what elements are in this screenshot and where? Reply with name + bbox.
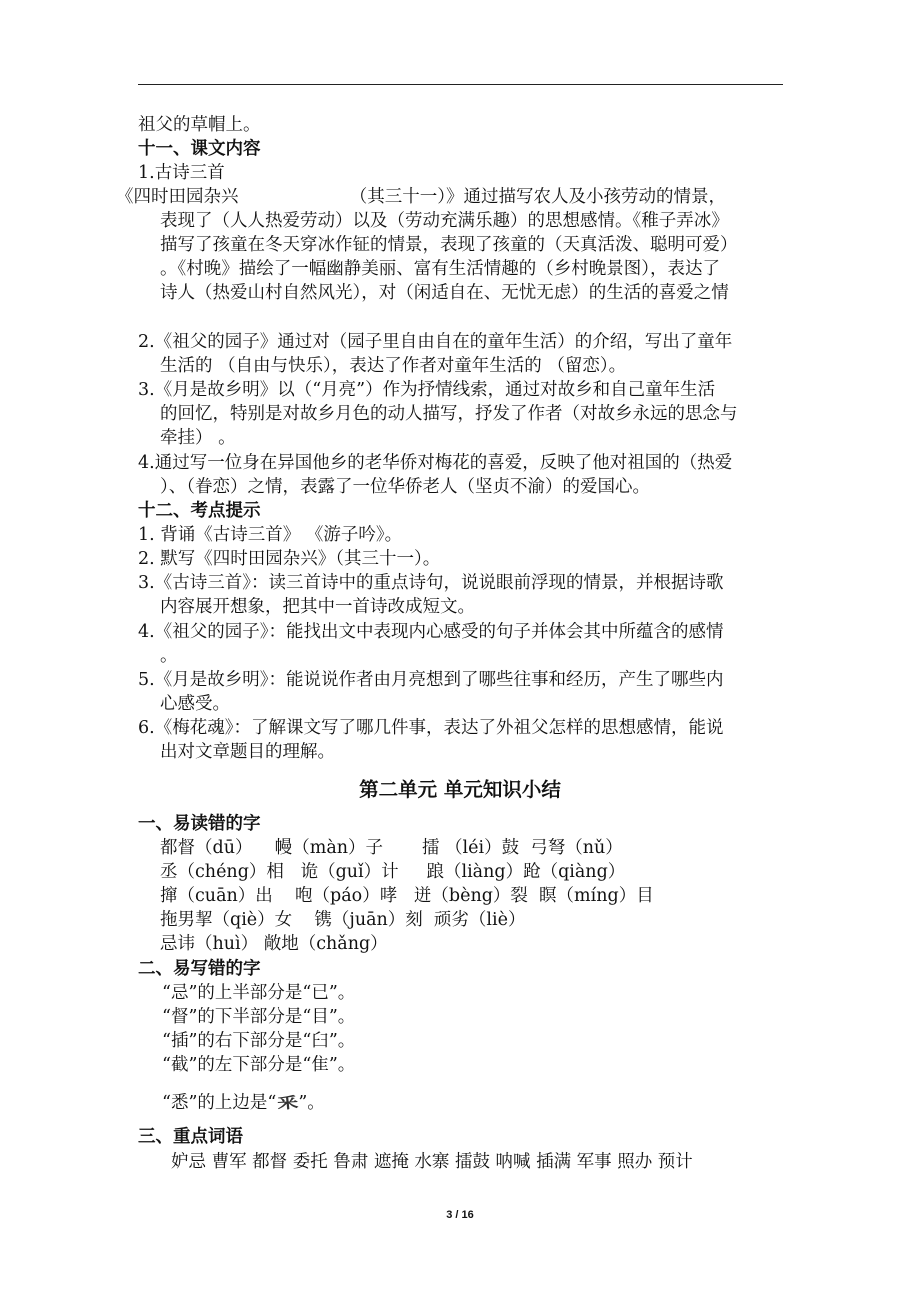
text-line: 出对文章题目的理解。 xyxy=(160,742,335,762)
pinyin-row: 丞（chéng）相 诡（guǐ）计 踉（liàng）跄（qiàng） xyxy=(160,862,626,882)
text-fragment: ”。 xyxy=(298,1093,325,1113)
text-line: “截”的左下部分是“隹”。 xyxy=(162,1055,356,1075)
vocabulary-row: 妒忌 曹军 都督 委托 鲁肃 遮掩 水寨 擂鼓 呐喊 插满 军事 照办 预计 xyxy=(171,1152,693,1172)
text-line: ）、（眷恋）之情，表露了一位华侨老人（坚贞不渝）的爱国心。 xyxy=(160,477,650,497)
unit-title: 第二单元 单元知识小结 xyxy=(359,778,561,801)
text-line: 2.《祖父的园子》通过对（园子里自由自在的童年生活）的介绍，写出了童年 xyxy=(138,332,733,352)
text-line: 4.《祖父的园子》：能找出文中表现内心感受的句子并体会其中所蕴含的感情 xyxy=(138,622,724,642)
text-line: 5.《月是故乡明》：能说说作者由月亮想到了哪些往事和经历，产生了哪些内 xyxy=(138,670,724,690)
pinyin-row: 撺（cuān）出 咆（páo）哮 迸（bèng）裂 瞑（míng）目 xyxy=(160,886,654,906)
text-line: 表现了（人人热爱劳动）以及（劳动充满乐趣）的思想感情。《稚子弄冰》 xyxy=(160,211,729,231)
text-line: 。 xyxy=(160,646,178,666)
text-line: 1. 背诵《古诗三首》 《游子吟》。 xyxy=(138,525,403,545)
pinyin-row: 忌讳（huì） 敞地（chǎng） xyxy=(160,934,388,954)
text-line: 描写了孩童在冬天穿冰作钲的情景，表现了孩童的（天真活泼、聪明可爱） xyxy=(160,235,738,255)
handwritten-radical-image: 釆 xyxy=(276,1093,299,1113)
text-line: “忌”的上半部分是“已”。 xyxy=(162,983,356,1003)
pinyin-row: 都督（dū） 幔（màn）子 擂 （léi）鼓 弓弩（nǔ） xyxy=(160,838,623,858)
text-line: 牵挂） 。 xyxy=(160,428,236,448)
text-line: 内容展开想象，把其中一首诗改成短文。 xyxy=(160,597,475,617)
text-line: 《四时田园杂兴 （其三十一）》通过描写农人及小孩劳动的情景， xyxy=(116,187,727,207)
text-line xyxy=(162,1091,325,1115)
text-line: 2. 默写《四时田园杂兴》（其三十一）。 xyxy=(138,549,441,569)
section-heading: 十二、考点提示 xyxy=(138,501,261,521)
header-rule xyxy=(138,84,783,85)
text-line: 心感受。 xyxy=(160,694,230,714)
text-line: 祖父的草帽上。 xyxy=(138,115,261,135)
text-line: 4.通过写一位身在异国他乡的老华侨对梅花的喜爱，反映了他对祖国的（热爱 xyxy=(138,453,733,473)
text-line: “插”的右下部分是“臼”。 xyxy=(162,1031,356,1051)
section-heading: 十一、课文内容 xyxy=(138,139,261,159)
text-fragment: “悉”的上边是“ xyxy=(162,1093,277,1113)
section-heading: 二、易写错的字 xyxy=(138,959,261,979)
text-line: 。《村晚》描绘了一幅幽静美丽、富有生活情趣的（乡村晚景图），表达了 xyxy=(160,259,720,279)
section-heading: 三、重点词语 xyxy=(138,1127,243,1147)
text-line: 6.《梅花魂》：了解课文写了哪几件事，表达了外祖父怎样的思想感情，能说 xyxy=(138,718,724,738)
text-line: 3.《月是故乡明》以（“月亮”）作为抒情线索，通过对故乡和自己童年生活 xyxy=(138,380,716,400)
page-number: 3 / 16 xyxy=(446,1209,474,1221)
text-line: “督”的下半部分是“目”。 xyxy=(162,1007,356,1027)
text-line: 诗人（热爱山村自然风光），对（闲适自在、无忧无虑）的生活的喜爱之情 xyxy=(160,283,729,303)
text-line: 1.古诗三首 xyxy=(138,163,225,183)
pinyin-row: 拖男挈（qiè）女 镌（juān）刻 顽劣（liè） xyxy=(160,910,526,930)
section-heading: 一、易读错的字 xyxy=(138,814,261,834)
text-line: 的回忆，特别是对故乡月色的动人描写，抒发了作者（对故乡永远的思念与 xyxy=(160,404,738,424)
text-line: 生活的 （自由与快乐），表达了作者对童年生活的 （留恋）。 xyxy=(160,356,627,376)
text-line: 3.《古诗三首》：读三首诗中的重点诗句，说说眼前浮现的情景，并根据诗歌 xyxy=(138,573,724,593)
